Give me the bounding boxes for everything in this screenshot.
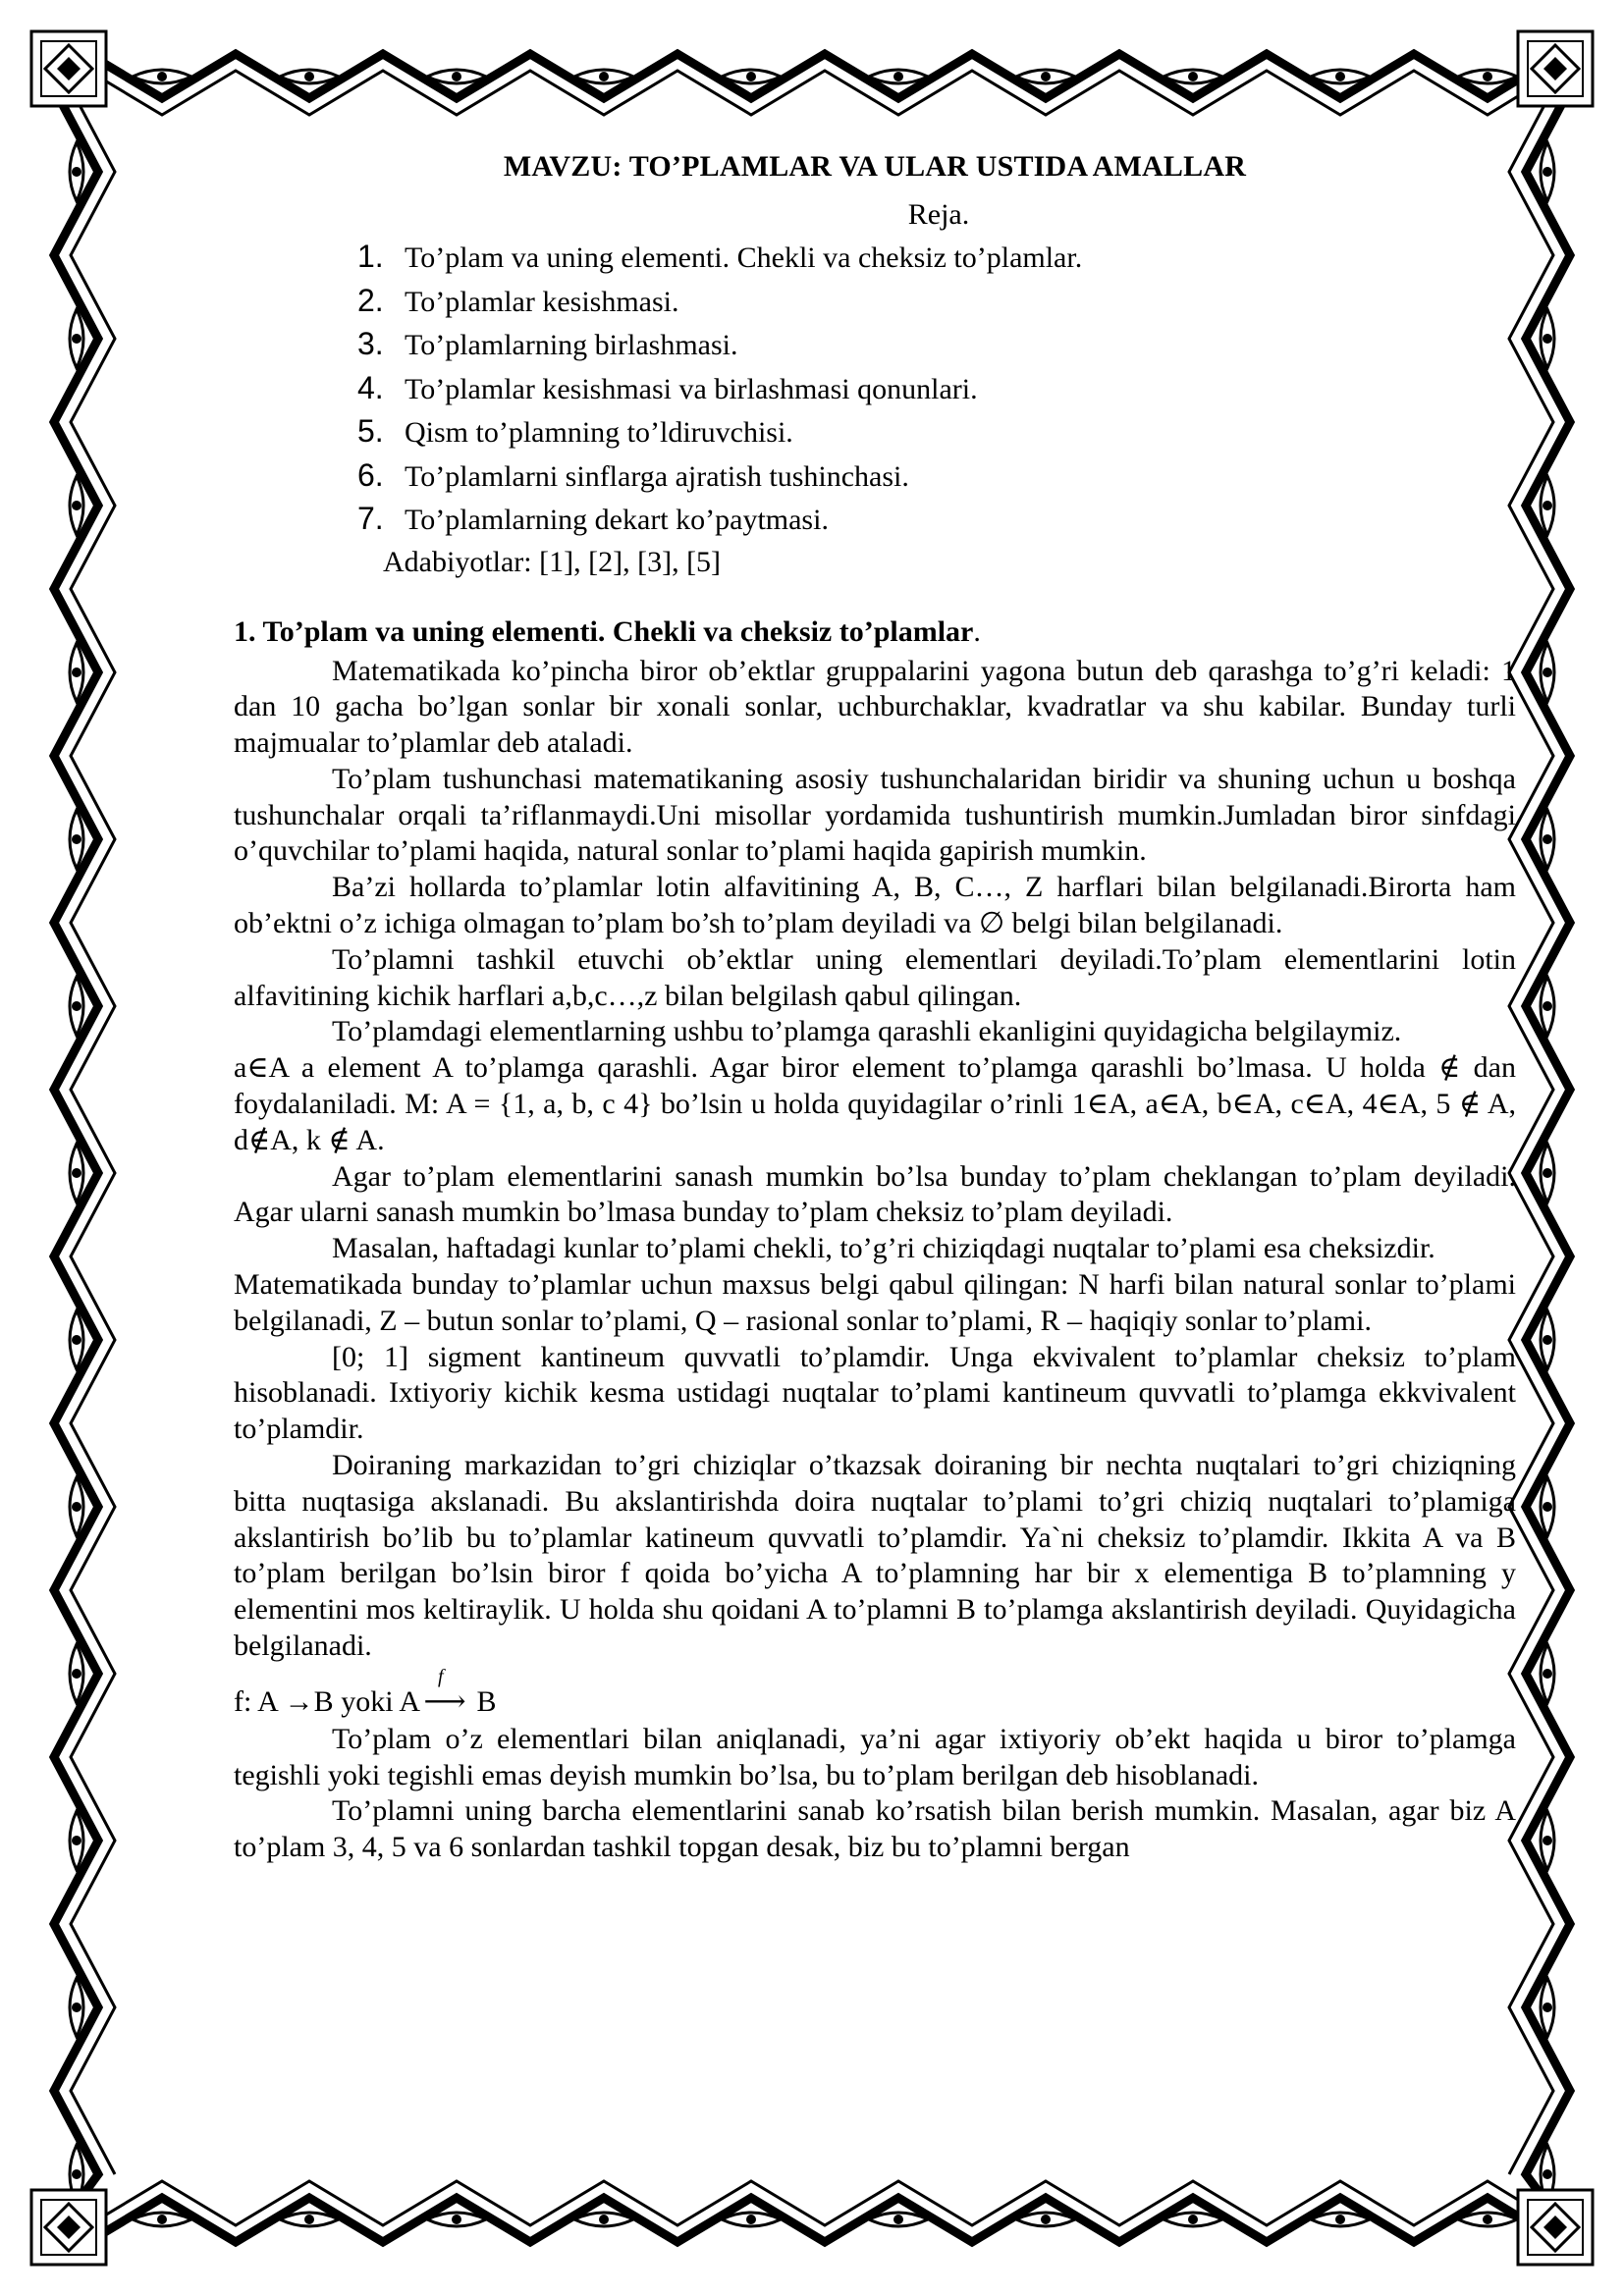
- plan-item: [357, 410, 1516, 454]
- paragraph-5: To’plamdagi elementlarning ushbu to’plamga qarashli ekanligini quyidagicha belgilaymiz.: [332, 1015, 1402, 1048]
- section-heading: [234, 613, 1516, 652]
- paragraph-12: To’plam o’z elementlari bilan aniqlanadi, ya’ni agar ixtiyoriy ob’ekt haqida u biror to’plamga tegishli yoki tegishli emas deyish mumkin bo’lsa, bu to’plam berilgan deb hisoblanadi.: [234, 1722, 1516, 1791]
- plan-item-text: To’plamlar kesishmasi.: [405, 285, 679, 318]
- mapping-arrow-glyph: ⟶: [423, 1684, 466, 1718]
- section-heading-dot: .: [973, 614, 981, 648]
- plan-item-number: 3.: [357, 326, 384, 361]
- plan-list: [234, 236, 1516, 542]
- plan-item-text: To’plamlarni sinflarga ajratish tushinchasi.: [405, 459, 909, 493]
- plan-item: [357, 236, 1516, 280]
- plan-item-text: To’plamlar kesishmasi va birlashmasi qonunlari.: [405, 372, 978, 405]
- plan-item-number: 2.: [357, 282, 384, 318]
- mapping-arrow-label: f: [438, 1665, 444, 1687]
- plan-item: [357, 367, 1516, 411]
- plan-item: [357, 323, 1516, 367]
- plan-item: [357, 498, 1516, 542]
- plan-item-number: 1.: [357, 239, 384, 274]
- plan-item-text: To’plamlarning dekart ko’paytmasi.: [405, 504, 829, 536]
- document-title: MAVZU: TO’PLAMLAR VA ULAR USTIDA AMALLAR: [503, 150, 1247, 183]
- paragraph-8: Masalan, haftadagi kunlar to’plami chekli, to’g’ri chiziqdagi nuqtalar to’plami esa cheksizdir.: [332, 1232, 1435, 1265]
- paragraph-9: Matematikada bunday to’plamlar uchun maxsus belgi qabul qilingan: N harfi bilan natural sonlar to’plami belgilanadi, Z – butun sonlar to’plami, Q – rasional sonlar to’plami, R – haqiqiy sonlar to’plami.: [234, 1268, 1516, 1337]
- paragraph-1: Matematikada ko’pincha biror ob’ektlar gruppalarini yagona butun deb qarashga to’g’ri keladi: 1 dan 10 gacha bo’lgan sonlar bir xonali sonlar, uchburchaklar, kvadratlar va shu kabilar. Bunday turli majmualar to’plamlar deb ataladi.: [234, 654, 1516, 760]
- plan-item-text: To’plamlarning birlashmasi.: [405, 329, 738, 361]
- plan-item-number: 5.: [357, 413, 384, 449]
- mapping-formula-right: B: [469, 1684, 497, 1718]
- plan-item: [357, 280, 1516, 324]
- literature-line: Adabiyotlar: [1], [2], [3], [5]: [383, 545, 722, 578]
- plan-item-number: 6.: [357, 456, 384, 493]
- paragraph-13: To’plamni uning barcha elementlarini sanab ko’rsatish bilan berish mumkin. Masalan, agar biz A to’plam 3, 4, 5 va 6 sonlardan tashkil topgan desak, biz bu to’plamni bergan: [234, 1794, 1516, 1864]
- plan-item-text: To’plam va uning elementi. Chekli va cheksiz to’plamlar.: [405, 241, 1083, 274]
- plan-item-number: 7.: [357, 501, 384, 536]
- document-page: [234, 147, 1516, 1866]
- plan-heading: Reja.: [907, 198, 970, 231]
- paragraph-10: [0; 1] sigment kantineum quvvatli to’plamdir. Unga ekvivalent to’plamlar cheksiz to’plam hisoblanadi. Ixtiyoriy kichik kesma ustidagi nuqtalar to’plami kantineum quvvatli to’plamga ekkvivalent to’plamdir.: [234, 1340, 1516, 1446]
- paragraph-4: To’plamni tashkil etuvchi ob’ektlar uning elementlari deyiladi.To’plam elementlarini lotin alfavitining kichik harflari a,b,c…,z bilan belgilash qabul qilingan.: [234, 942, 1516, 1012]
- paragraph-2: To’plam tushunchasi matematikaning asosiy tushunchalaridan biridir va shuning uchun u boshqa tushunchalar orqali ta’riflanmaydi.Uni misollar yordamida tushuntirish mumkin.Jumladan biror sinfdagi o’quvchilar to’plami haqida, natural sonlar to’plami haqida gapirish mumkin.: [234, 762, 1516, 868]
- plan-item-number: 4.: [357, 369, 384, 405]
- paragraph-7: Agar to’plam elementlarini sanash mumkin bo’lsa bunday to’plam cheklangan to’plam deyiladi. Agar ularni sanash mumkin bo’lmasa bunday to’plam cheksiz to’plam deyiladi.: [234, 1159, 1516, 1229]
- paragraph-11: Doiraning markazidan to’gri chiziqlar o’tkazsak doiraning bir nechta nuqtalari to’gri chiziqning bitta nuqtasiga akslanadi. Bu akslantirishda doira nuqtalar to’plami to’gri chiziq nuqtalari to’plamiga akslantirish bo’lib bu to’plamlar katineum quvvatli to’plamdir. Ya`ni cheksiz to’plamdir. Ikkita A va B to’plam berilgan bo’lsin biror f qoida bo’yicha A to’plamning har bir x elementiga B to’plamning y elementini mos keltiraylik. U holda shu qoidani A to’plamni B to’plamga akslantirish deyiladi. Quyidagicha belgilanadi.: [234, 1449, 1516, 1663]
- mapping-arrow: [420, 1665, 469, 1722]
- plan-item: [357, 454, 1516, 499]
- plan-item-text: Qism to’plamning to’ldiruvchisi.: [405, 416, 793, 449]
- paragraph-6: a∈A a element A to’plamga qarashli. Agar biror element to’plamga qarashli bo’lmasa. U holda ∉ dan foydalaniladi. M: A = {1, a, b, c 4} bo’lsin u holda quyidagilar o’rinli 1∈A, a∈A, b∈A, c∈A, 4∈A, 5 ∉ A, d∉A, k ∉ A.: [234, 1051, 1516, 1156]
- paragraph-3: Ba’zi hollarda to’plamlar lotin alfavitining A, B, C…, Z harflari bilan belgilanadi.Birorta ham ob’ektni o’z ichiga olmagan to’plam bo’sh to’plam deyiladi va ∅ belgi bilan belgilanadi.: [234, 871, 1516, 940]
- mapping-formula: [234, 1665, 1516, 1722]
- mapping-formula-left: f: A →B yoki A: [234, 1684, 421, 1718]
- section-heading-text: 1. To’plam va uning elementi. Chekli va cheksiz to’plamlar: [234, 614, 974, 648]
